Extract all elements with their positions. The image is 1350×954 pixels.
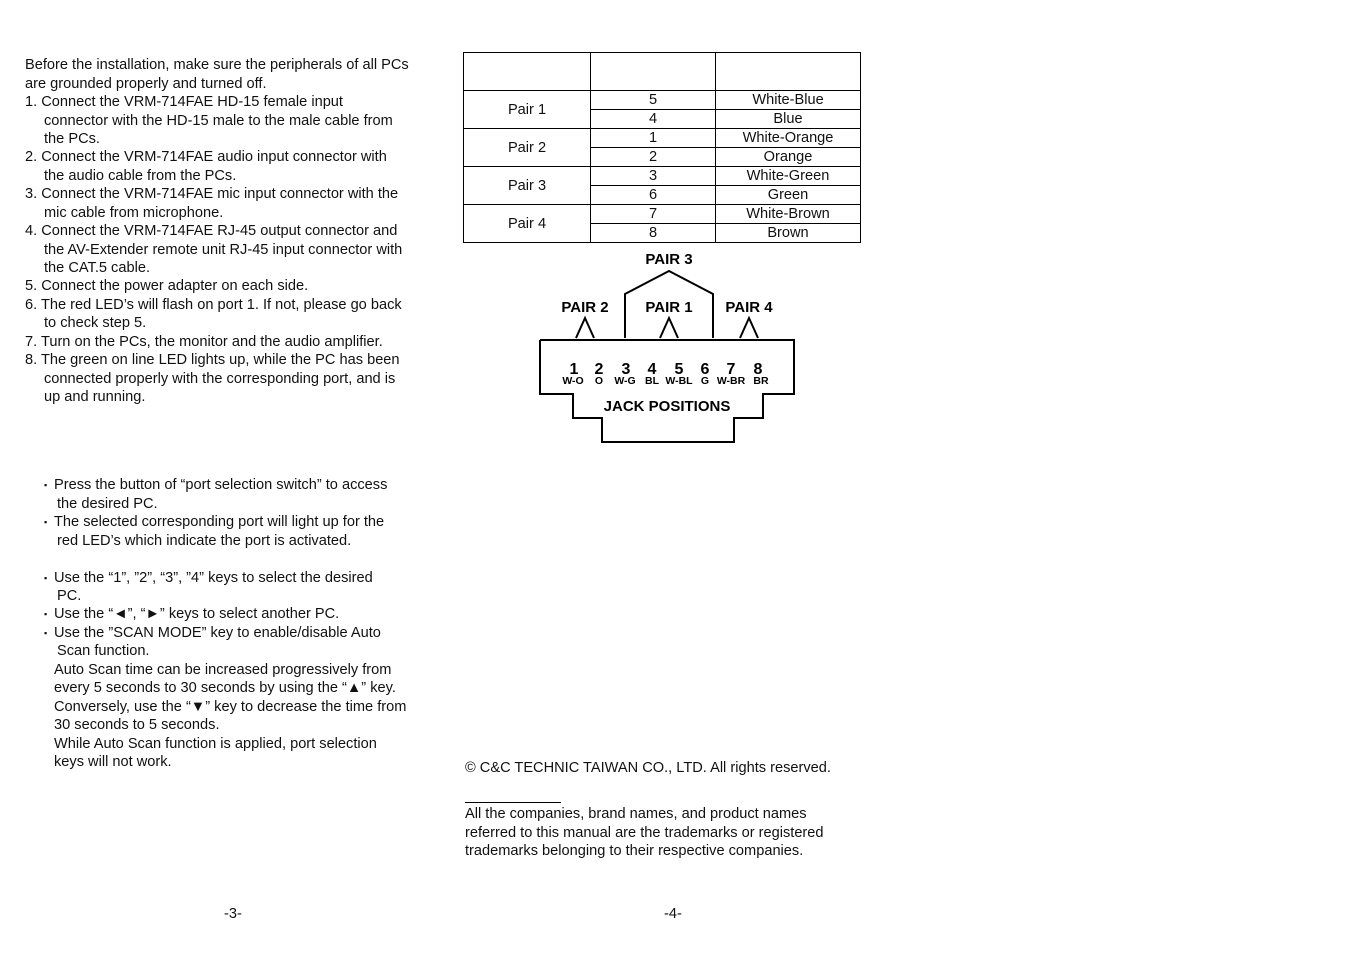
pin-code: O (594, 375, 604, 387)
install-line: 7. Turn on the PCs, the monitor and the audio amplifier. (25, 334, 383, 350)
pin-number: 4 (647, 361, 657, 378)
bullet-icon: ▪ (44, 480, 48, 490)
keypad-line: PC. (57, 588, 82, 604)
table-border-gap (528, 244, 818, 248)
bullet-icon: ▪ (44, 609, 48, 619)
pin-cell: 6 (591, 186, 716, 205)
keypad-line: 30 seconds to 5 seconds. (54, 717, 220, 733)
pin-number: 2 (594, 361, 604, 378)
pin-cell: 7 (591, 205, 716, 224)
keypad-line: Use the “1”, ”2”, “3”, ”4” keys to select the desired (54, 570, 373, 586)
bullet-icon: ▪ (44, 573, 48, 583)
install-line: 2. Connect the VRM-714FAE audio input connector with (25, 149, 387, 165)
color-cell: White-Blue (716, 91, 861, 110)
pin-number: 7 (726, 361, 736, 378)
install-line: 8. The green on line LED lights up, while the PC has been (25, 352, 400, 368)
table-header-row (464, 53, 861, 91)
pin-number: 6 (700, 361, 710, 378)
keypad-line: While Auto Scan function is applied, port selection (54, 736, 377, 752)
table-row (464, 129, 861, 148)
pin-code: W-BL (665, 375, 693, 387)
color-cell: Blue (716, 110, 861, 129)
table-row (464, 167, 861, 186)
table-row (464, 91, 861, 110)
pair2-caret (576, 318, 594, 338)
trademark-line: trademarks belonging to their respective companies. (465, 843, 804, 859)
bullet-icon: ▪ (44, 628, 48, 638)
keypad-line: every 5 seconds to 30 seconds by using the “▲” key. (54, 680, 396, 696)
pin-code: BR (753, 375, 769, 387)
install-line: to check step 5. (44, 315, 147, 331)
install-line: connector with the HD-15 male to the male cable from (44, 113, 393, 129)
pair-cell: Pair 1 (464, 91, 591, 129)
pin-cell: 2 (591, 148, 716, 167)
pin-cell: 8 (591, 224, 716, 243)
pair2-label: PAIR 2 (561, 299, 609, 316)
bullet-icon: ▪ (44, 517, 48, 527)
pin-number: 3 (621, 361, 631, 378)
pin-code: G (700, 375, 710, 387)
pair1-caret (660, 318, 678, 338)
pair4-caret (740, 318, 758, 338)
page-number-right: -4- (664, 906, 682, 922)
color-cell: White-Brown (716, 205, 861, 224)
install-line: connected properly with the corresponding port, and is (44, 371, 396, 387)
table-header-cell (716, 53, 861, 91)
install-line: up and running. (44, 389, 146, 405)
install-line: 1. Connect the VRM-714FAE HD-15 female input (25, 94, 343, 110)
switch-line: the desired PC. (57, 496, 158, 512)
switch-line: red LED’s which indicate the port is activated. (57, 533, 352, 549)
table-header-cell (591, 53, 716, 91)
install-line: Before the installation, make sure the peripherals of all PCs (25, 57, 409, 73)
trademark-line: All the companies, brand names, and product names (465, 806, 807, 822)
pin-code: W-BR (716, 375, 746, 387)
keypad-line: Scan function. (57, 643, 150, 659)
color-cell: Brown (716, 224, 861, 243)
install-line: 4. Connect the VRM-714FAE RJ-45 output connector and (25, 223, 398, 239)
jack-outline (540, 340, 794, 442)
color-cell: White-Green (716, 167, 861, 186)
pair-cell: Pair 2 (464, 129, 591, 167)
table-row (464, 205, 861, 224)
pin-code: W-G (614, 375, 636, 387)
trademark-line: referred to this manual are the trademarks or registered (465, 825, 824, 841)
pin-cell: 4 (591, 110, 716, 129)
keypad-line: Conversely, use the “▼” key to decrease the time from (54, 699, 407, 715)
pin-codes (562, 375, 769, 387)
page-number-left: -3- (224, 906, 242, 922)
table-header-cell (464, 53, 591, 91)
switch-line: Press the button of “port selection switch” to access (54, 477, 388, 493)
pin-code: BL (645, 375, 659, 387)
install-line: 3. Connect the VRM-714FAE mic input connector with the (25, 186, 399, 202)
install-line: are grounded properly and turned off. (25, 76, 267, 92)
color-cell: White-Orange (716, 129, 861, 148)
pair-cell: Pair 3 (464, 167, 591, 205)
keypad-line: Use the ”SCAN MODE” key to enable/disable Auto (54, 625, 381, 641)
install-line: the PCs. (44, 131, 100, 147)
pin-cell: 3 (591, 167, 716, 186)
pair-table (463, 52, 861, 243)
pair4-label: PAIR 4 (725, 299, 773, 316)
pair-cell: Pair 4 (464, 205, 591, 243)
color-cell: Orange (716, 148, 861, 167)
install-line: the CAT.5 cable. (44, 260, 150, 276)
install-line: mic cable from microphone. (44, 205, 224, 221)
pin-number: 5 (674, 361, 684, 378)
color-cell: Green (716, 186, 861, 205)
pin-cell: 5 (591, 91, 716, 110)
keypad-line: Use the “◄”, “►” keys to select another PC. (54, 606, 340, 622)
pin-number: 1 (569, 361, 579, 378)
jack-caption: JACK POSITIONS (603, 398, 731, 415)
pin-number: 8 (753, 361, 763, 378)
install-line: 6. The red LED’s will flash on port 1. If not, please go back (25, 297, 402, 313)
install-line: the AV-Extender remote unit RJ-45 input connector with (44, 242, 403, 258)
install-line: 5. Connect the power adapter on each side. (25, 278, 309, 294)
pin-code: W-O (562, 375, 584, 387)
rj45-jack-diagram (528, 244, 818, 450)
copyright-notice: © C&C TECHNIC TAIWAN CO., LTD. All rights reserved. (465, 760, 831, 776)
pin-cell: 1 (591, 129, 716, 148)
trademark-divider (465, 802, 561, 803)
pair3-label: PAIR 3 (645, 251, 693, 268)
switch-line: The selected corresponding port will light up for the (54, 514, 385, 530)
keypad-line: keys will not work. (54, 754, 172, 770)
pair1-label: PAIR 1 (645, 299, 693, 316)
install-line: the audio cable from the PCs. (44, 168, 237, 184)
keypad-line: Auto Scan time can be increased progressively from (54, 662, 392, 678)
